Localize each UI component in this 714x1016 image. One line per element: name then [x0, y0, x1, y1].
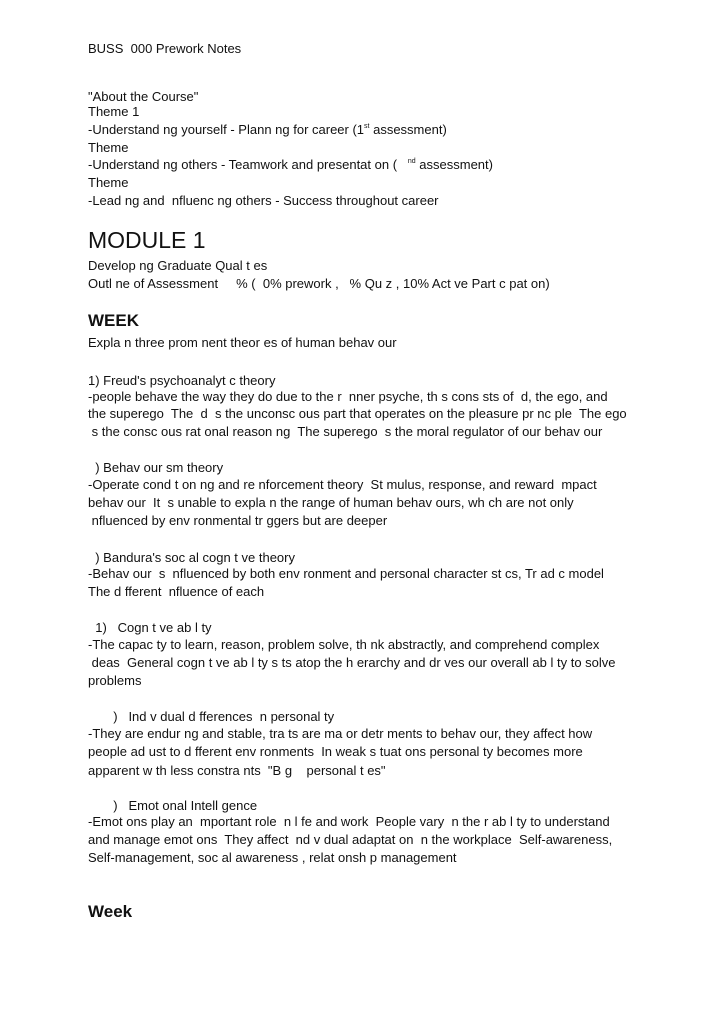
individual-differences-text-1: -They are endur ng and stable, tra ts are ma or detr ments to behav our, they affect how	[88, 726, 593, 741]
theme-3-label: Theme	[88, 175, 129, 190]
theme-2-label: Theme	[88, 140, 129, 155]
bandura-theory-title: ) Bandura's soc al cogn t ve theory	[88, 550, 295, 565]
cognitive-ability-text-1: -The capac ty to learn, reason, problem solve, th nk abstractly, and comprehend complex	[88, 637, 600, 652]
cognitive-ability-title: 1) Cogn t ve ab l ty	[88, 620, 212, 635]
bandura-theory-text-1: -Behav our s nfluenced by both env ronment and personal character st cs, Tr ad c model	[88, 566, 604, 581]
document-header: BUSS 000 Prework Notes	[88, 41, 242, 56]
theme-1-label: Theme 1	[88, 104, 140, 119]
theme-3-description: -Lead ng and nfluenc ng others - Success throughout career	[88, 193, 439, 208]
emotional-intelligence-text-3: Self-management, soc al awareness , relat onsh p management	[88, 850, 457, 865]
week-intro: Expla n three prom nent theor es of human behav our	[88, 335, 397, 350]
cognitive-ability-text-2: deas General cogn t ve ab l ty s ts atop the h erarchy and dr ves our overall ab l ty to solve	[88, 655, 616, 670]
individual-differences-text-2: people ad ust to d fferent env ronments In weak s tuat ons personal ty becomes more	[88, 744, 583, 759]
emotional-intelligence-text-1: -Emot ons play an mportant role n l fe and work People vary n the r ab l ty to understand	[88, 814, 610, 829]
freud-theory-text-2: the superego The d s the unconsc ous part that operates on the pleasure pr nc ple The ego	[88, 406, 627, 421]
behaviourism-text-1: -Operate cond t on ng and re nforcement theory St mulus, response, and reward mpact	[88, 477, 597, 492]
theme-2-description: -Understand ng others - Teamwork and presentat on ( $^{nd}$ assessment)	[88, 157, 493, 172]
emotional-intelligence-text-2: and manage emot ons They affect nd v dual adaptat on n the workplace Self-awareness,	[88, 832, 613, 847]
freud-theory-text-1: -people behave the way they do due to the r nner psyche, th s cons sts of d, the ego, and	[88, 389, 608, 404]
individual-differences-title: ) Ind v dual d fferences n personal ty	[88, 709, 335, 724]
behaviourism-text-3: nfluenced by env ronmental tr ggers but are deeper	[88, 513, 388, 528]
module-subtitle: Develop ng Graduate Qual t es	[88, 258, 268, 273]
behaviourism-title: ) Behav our sm theory	[88, 460, 224, 475]
freud-theory-title: 1) Freud's psychoanalyt c theory	[88, 373, 276, 388]
bandura-theory-text-2: The d fferent nfluence of each	[88, 584, 265, 599]
cognitive-ability-text-3: problems	[88, 673, 142, 688]
assessment-outline: Outl ne of Assessment % ( 0% prework , % Qu z , 10% Act ve Part c pat on)	[88, 276, 550, 291]
week-heading: WEEK	[88, 311, 139, 330]
theme-1-description: -Understand ng yourself - Plann ng for career (1st assessment)	[88, 122, 447, 137]
about-course-title: "About the Course"	[88, 89, 199, 104]
emotional-intelligence-title: ) Emot onal Intell gence	[88, 798, 258, 813]
module-title: MODULE 1	[88, 227, 206, 253]
individual-differences-text-3: apparent w th less constra nts "B g personal t es"	[88, 763, 386, 778]
behaviourism-text-2: behav our It s unable to expla n the range of human behav ours, wh ch are not only	[88, 495, 574, 510]
freud-theory-text-3: s the consc ous rat onal reason ng The superego s the moral regulator of our behav our	[88, 424, 603, 439]
week-2-heading: Week	[88, 902, 133, 921]
